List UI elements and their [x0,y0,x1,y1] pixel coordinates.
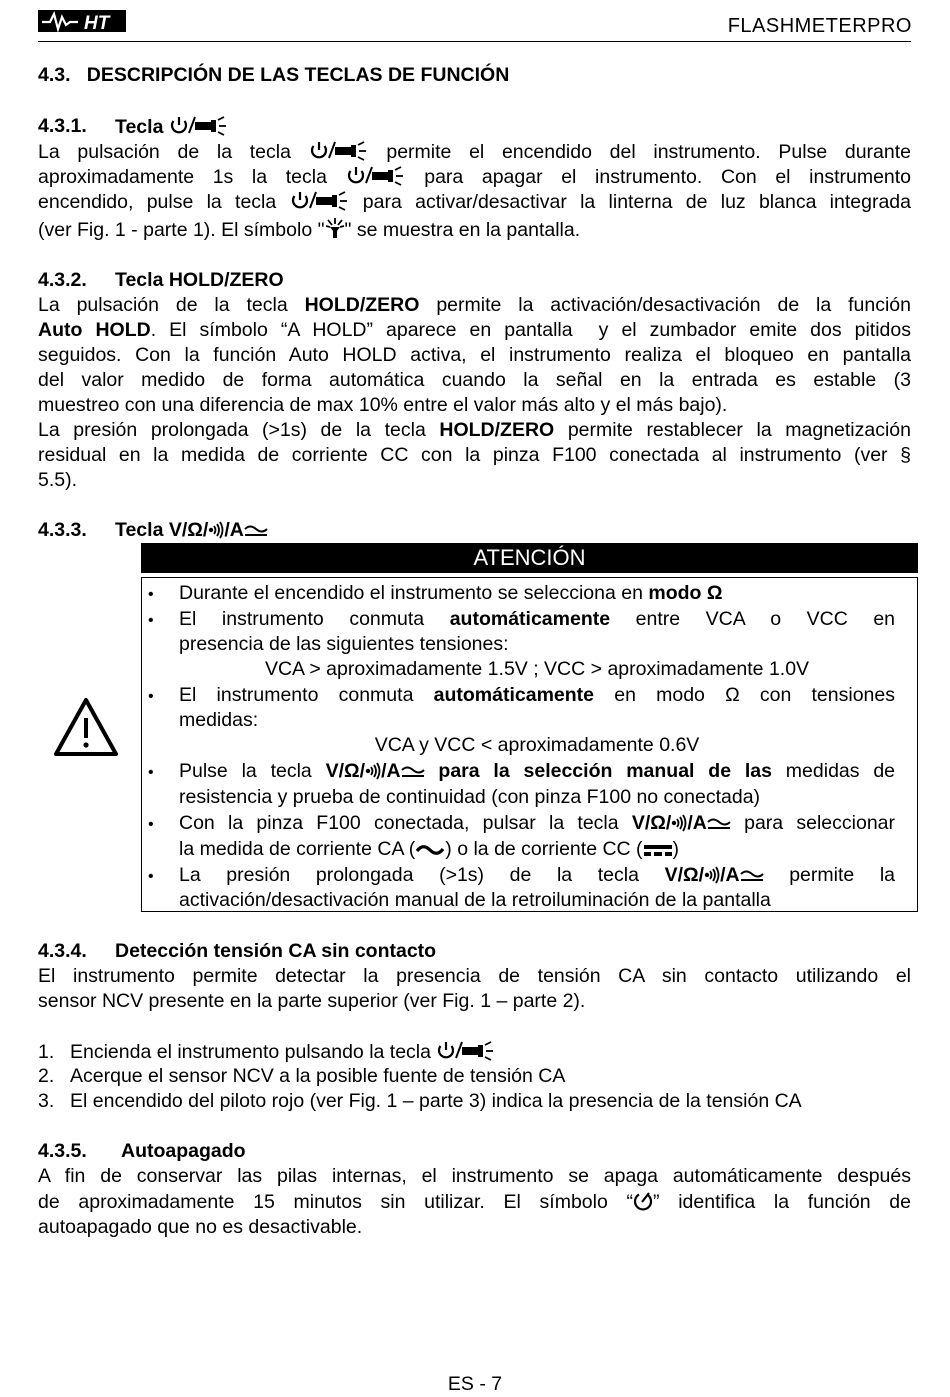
s435-line2: de aproximadamente 15 minutos sin utilizar. El símbolo “ ” identifica la función de [38,1190,911,1218]
doc-title: FLASHMETERPRO [727,15,912,37]
s432-line2: Auto HOLD. El símbolo “A HOLD” aparece en pantalla y el zumbador emite dos pitidos [38,319,911,341]
bullet-item-2-values: VCA > aproximadamente 1.5V ; VCC > aproximadamente 1.0V [264,658,810,680]
s431-line4: (ver Fig. 1 - parte 1). El símbolo " " se muestra en la pantalla. [38,217,911,246]
s435-number: 4.3.5. [38,1140,87,1162]
header-rule [38,41,911,42]
s434-line1: El instrumento permite detectar la presencia de tensión CA sin contacto utilizando el [38,965,911,987]
bullet-item-5: Con la pinza F100 conectada, pulsar la tecla V/Ω/ /A para seleccionar [179,811,895,839]
s434-line2: sensor NCV presente en la parte superior (ver Fig. 1 – parte 2). [38,990,586,1012]
bullet-item-2: El instrumento conmuta automáticamente entre VCA o VCC en [179,608,896,630]
section-title: 4.3. DESCRIPCIÓN DE LAS TECLAS DE FUNCIÓN [38,64,510,86]
s432-line1: La pulsación de la tecla HOLD/ZERO permite la activación/desactivación de la función [38,294,911,316]
s435-line1: A fin de conservar las pilas internas, el instrumento se apaga automáticamente después [38,1165,911,1187]
s432-line4: del valor medido de forma automática cuando la señal en la entrada es estable (3 [38,369,911,391]
bullet-item-5-cont: la medida de corriente CA ( ) o la de corriente CC ( ) [179,837,895,865]
bullet-item-4: Pulse la tecla V/Ω/ /A para la selección manual de las medidas de [179,759,895,787]
s432-number: 4.3.2. [38,269,87,291]
s432-title: Tecla HOLD/ZERO [115,269,284,291]
s433-heading: Tecla V/Ω/ /A [115,518,268,546]
s432-line3: seguidos. Con la función Auto HOLD activa, el instrumento realiza el bloqueo en pantalla [38,344,911,366]
s434-number: 4.3.4. [38,940,87,962]
brand-logo [38,8,128,34]
ac-dc-icon [401,762,425,787]
warning-triangle-icon [52,696,120,763]
s431-line1: La pulsación de la tecla permite el encendido del instrumento. Pulse durante [38,139,911,168]
s432-line6: La presión prolongada (>1s) de la tecla HOLD/ZERO permite restablecer la magnetización [38,419,911,441]
bullet-item-4-cont: resistencia y prueba de continuidad (con pinza F100 no conectada) [179,786,761,808]
page-number: ES - 7 [447,1373,503,1395]
s433-number: 4.3.3. [38,519,87,541]
bullet: • [148,816,154,833]
s434-step-1: 1. Encienda el instrumento pulsando la tecla [38,1039,911,1068]
s434-step-2: 2. Acerque el sensor NCV a la posible fuente de tensión CA [38,1065,566,1087]
s431-number: 4.3.1. [38,115,87,137]
attention-banner-label: ATENCIÓN [473,545,586,570]
bullet-item-6-cont: activación/desactivación manual de la retroiluminación de la pantalla [179,889,771,911]
s431-title: Tecla [115,116,164,138]
bullet: • [148,868,154,885]
s432-line7: residual en la medida de corriente CC con la pinza F100 conectada al instrumento (ver § [38,444,911,466]
s435-title: Autoapagado [121,1140,246,1162]
continuity-sound-icon [671,814,687,839]
bullet-item-1: Durante el encendido el instrumento se selecciona en modo Ω [179,582,723,604]
s431-line3: encendido, pulse la tecla para activar/desactivar la linterna de luz blanca integrada [38,189,911,218]
bullet-item-2-cont: presencia de las siguientes tensiones: [179,633,509,655]
flashlight-symbol-icon [325,217,345,246]
bullet: • [148,688,154,705]
s431-line2: aproximadamente 1s la tecla para apagar el instrumento. Con el instrumento [38,164,911,193]
ac-dc-icon [707,814,731,839]
s432-line5: muestreo con una diferencia de max 10% entre el valor más alto y el más bajo). [38,394,728,416]
ac-wave-icon [415,840,445,865]
logo-text: HT [84,13,110,34]
bullet: • [148,764,154,781]
bullet-item-3: El instrumento conmuta automáticamente en modo Ω con tensiones [179,684,895,706]
s435-line3: autoapagado que no es desactivable. [38,1216,363,1238]
bullet: • [148,612,154,629]
bullet: • [148,586,154,603]
bullet-item-3-values: VCA y VCC < aproximadamente 0.6V [374,734,700,756]
power-flashlight-icon [290,189,350,218]
dc-symbol-icon [643,840,673,865]
continuity-sound-icon [365,762,381,787]
s434-title: Detección tensión CA sin contacto [115,940,437,962]
s434-step-3: 3. El encendido del piloto rojo (ver Fig. 1 – parte 3) indica la presencia de la tensión CA [38,1090,802,1112]
bullet-item-6: La presión prolongada (>1s) de la tecla V/Ω/ /A permite la [179,863,895,891]
auto-power-off-icon [633,1191,653,1218]
bullet-item-3-cont: medidas: [179,709,259,731]
s432-line8: 5.5). [38,469,78,491]
